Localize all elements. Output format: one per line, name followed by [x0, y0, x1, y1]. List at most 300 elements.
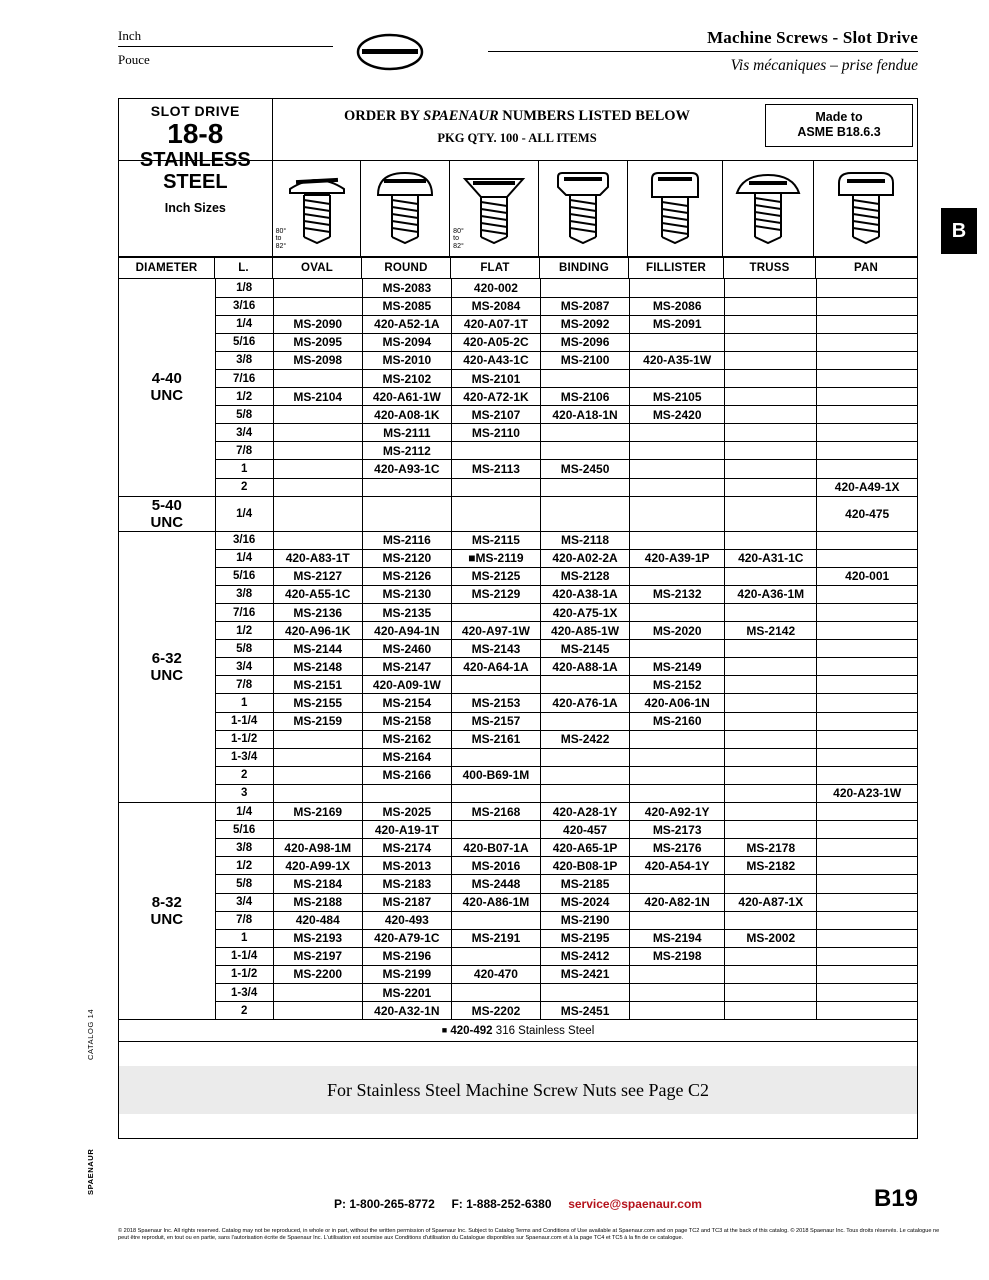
header-left — [118, 28, 348, 68]
part-number-cell — [817, 911, 917, 929]
part-number-cell[interactable]: MS-2178 — [725, 839, 817, 857]
part-number-cell — [630, 965, 725, 983]
part-number-cell[interactable]: 420-A96-1K — [273, 622, 362, 640]
part-number-cell[interactable]: MS-2151 — [273, 676, 362, 694]
part-number-cell[interactable]: MS-2153 — [451, 694, 540, 712]
part-number-cell[interactable]: MS-2135 — [362, 604, 451, 622]
part-number-cell[interactable]: MS-2160 — [630, 712, 725, 730]
length-cell: 1-3/4 — [215, 983, 273, 1001]
part-number-cell — [817, 1002, 917, 1020]
part-number-cell — [725, 983, 817, 1001]
part-number-cell[interactable]: MS-2161 — [451, 730, 540, 748]
table-row — [119, 460, 917, 478]
part-number-cell[interactable]: MS-2112 — [362, 442, 451, 460]
part-number-cell — [725, 965, 817, 983]
part-number-cell[interactable]: MS-2174 — [362, 839, 451, 857]
part-number-cell[interactable]: MS-2176 — [630, 839, 725, 857]
part-number-cell[interactable]: 420-001 — [817, 567, 917, 585]
page-header — [118, 28, 918, 90]
length-cell: 1-1/4 — [215, 947, 273, 965]
part-number-cell[interactable]: MS-2116 — [362, 531, 451, 549]
part-number-cell — [630, 604, 725, 622]
length-cell: 3/16 — [215, 297, 273, 315]
part-number-cell[interactable]: MS-2199 — [362, 965, 451, 983]
length-cell: 3/8 — [215, 351, 273, 369]
part-number-cell[interactable]: MS-2185 — [541, 875, 630, 893]
part-number-cell — [451, 442, 540, 460]
part-number-cell — [725, 676, 817, 694]
part-number-cell[interactable]: 420-A19-1T — [362, 821, 451, 839]
fax-label: F: — [451, 1197, 463, 1211]
pan-head-icon-cell — [814, 161, 917, 256]
part-number-cell — [817, 947, 917, 965]
part-number-cell[interactable]: MS-2086 — [630, 297, 725, 315]
flat-angle-note: 80° to 82° — [453, 227, 464, 250]
part-number-cell — [817, 297, 917, 315]
part-number-cell[interactable]: 420-A02-2A — [541, 549, 630, 567]
part-number-cell — [630, 567, 725, 585]
page-footer — [118, 1185, 918, 1212]
table-row — [119, 388, 917, 406]
standard-line-1: Made to — [815, 110, 863, 124]
table-row — [119, 604, 917, 622]
part-number-cell[interactable]: MS-2127 — [273, 567, 362, 585]
part-number-cell[interactable]: MS-2084 — [451, 297, 540, 315]
part-number-cell[interactable]: 420-A43-1C — [451, 351, 540, 369]
part-number-cell[interactable]: MS-2025 — [362, 803, 451, 821]
part-number-cell[interactable]: 420-A64-1A — [451, 658, 540, 676]
part-number-cell[interactable]: MS-2420 — [630, 406, 725, 424]
part-number-cell[interactable]: 420-A39-1P — [630, 549, 725, 567]
length-cell: 1-3/4 — [215, 748, 273, 766]
col-diameter: DIAMETER — [119, 258, 215, 278]
part-number-cell — [725, 424, 817, 442]
part-number-cell[interactable]: MS-2169 — [273, 803, 362, 821]
part-number-cell — [273, 478, 362, 496]
table-row — [119, 929, 917, 947]
part-number-cell[interactable]: 420-A86-1M — [451, 893, 540, 911]
part-number-cell[interactable]: 420-002 — [451, 279, 540, 297]
part-number-cell — [817, 766, 917, 784]
part-number-cell — [451, 983, 540, 1001]
part-number-cell[interactable]: 420-A05-2C — [451, 333, 540, 351]
part-number-cell[interactable]: 420-A18-1N — [541, 406, 630, 424]
part-number-cell — [817, 585, 917, 603]
part-number-cell[interactable]: 420-A98-1M — [273, 839, 362, 857]
part-number-cell — [451, 911, 540, 929]
part-number-cell[interactable]: MS-2136 — [273, 604, 362, 622]
part-number-cell[interactable]: 420-B07-1A — [451, 839, 540, 857]
part-number-cell[interactable]: MS-2197 — [273, 947, 362, 965]
part-number-cell[interactable]: MS-2120 — [362, 549, 451, 567]
part-number-cell — [817, 730, 917, 748]
part-number-cell[interactable]: MS-2149 — [630, 658, 725, 676]
part-number-cell — [817, 748, 917, 766]
part-number-cell[interactable]: MS-2144 — [273, 640, 362, 658]
part-number-cell — [817, 821, 917, 839]
part-number-cell — [725, 784, 817, 802]
round-head-icon-cell — [361, 161, 450, 256]
part-number-cell[interactable]: MS-2162 — [362, 730, 451, 748]
part-number-cell[interactable]: 420-A06-1N — [630, 694, 725, 712]
part-number-cell[interactable]: 420-A99-1X — [273, 857, 362, 875]
part-number-cell[interactable]: MS-2118 — [541, 531, 630, 549]
col-length: L. — [215, 258, 273, 278]
diameter-line-1: UNC — [150, 911, 184, 929]
part-number-cell — [630, 911, 725, 929]
slot-screw-head-icon — [350, 26, 430, 82]
table-row — [119, 911, 917, 929]
col-binding: BINDING — [540, 258, 629, 278]
part-number-cell[interactable]: MS-2125 — [451, 567, 540, 585]
part-number-cell — [725, 712, 817, 730]
part-number-cell — [817, 424, 917, 442]
part-number-cell[interactable]: MS-2087 — [541, 297, 630, 315]
part-number-cell — [817, 622, 917, 640]
part-number-cell[interactable]: MS-2100 — [541, 351, 630, 369]
cross-reference-text[interactable]: For Stainless Steel Machine Screw Nuts see Page C2 — [119, 1066, 917, 1114]
part-number-cell[interactable]: 420-A97-1W — [451, 622, 540, 640]
part-number-cell[interactable]: 420-A65-1P — [541, 839, 630, 857]
part-number-cell — [817, 442, 917, 460]
part-number-cell[interactable]: MS-2083 — [362, 279, 451, 297]
standard-line-2: ASME B18.6.3 — [797, 125, 881, 139]
part-number-cell — [630, 531, 725, 549]
length-cell: 7/8 — [215, 442, 273, 460]
part-number-cell — [630, 983, 725, 1001]
part-number-cell[interactable]: MS-2115 — [451, 531, 540, 549]
length-cell: 5/16 — [215, 821, 273, 839]
part-number-cell — [725, 406, 817, 424]
part-number-cell[interactable]: 420-470 — [451, 965, 540, 983]
part-number-cell[interactable]: MS-2166 — [362, 766, 451, 784]
part-number-cell — [273, 406, 362, 424]
part-number-cell[interactable]: MS-2157 — [451, 712, 540, 730]
footnote-marker: ■ — [441, 1025, 448, 1036]
part-number-cell[interactable]: MS-2198 — [630, 947, 725, 965]
part-number-cell[interactable]: 420-A76-1A — [541, 694, 630, 712]
part-number-cell[interactable]: 420-A72-1K — [451, 388, 540, 406]
flat-head-icon — [459, 171, 529, 245]
part-number-cell[interactable]: 420-475 — [817, 496, 917, 531]
part-number-cell[interactable]: 420-A94-1N — [362, 622, 451, 640]
part-number-cell[interactable]: 420-A07-1T — [451, 315, 540, 333]
diameter-cell — [119, 496, 215, 531]
part-number-cell[interactable]: MS-2002 — [725, 929, 817, 947]
part-number-cell[interactable]: MS-2200 — [273, 965, 362, 983]
part-number-cell[interactable]: 420-A35-1W — [630, 351, 725, 369]
part-number-cell — [362, 784, 451, 802]
part-number-cell[interactable]: MS-2164 — [362, 748, 451, 766]
part-number-cell[interactable]: MS-2148 — [273, 658, 362, 676]
part-number-cell[interactable]: MS-2098 — [273, 351, 362, 369]
phone-number[interactable]: 1-800-265-8772 — [349, 1197, 435, 1211]
part-number-cell[interactable]: MS-2154 — [362, 694, 451, 712]
part-number-cell — [541, 279, 630, 297]
title-grade: 18-8 — [167, 118, 224, 149]
part-number-cell — [817, 351, 917, 369]
part-number-cell — [630, 369, 725, 387]
part-number-cell[interactable]: MS-2010 — [362, 351, 451, 369]
part-number-cell — [817, 549, 917, 567]
part-number-cell — [725, 496, 817, 531]
part-number-cell[interactable]: MS-2173 — [630, 821, 725, 839]
part-number-cell[interactable]: 420-A52-1A — [362, 315, 451, 333]
part-number-cell[interactable]: MS-2187 — [362, 893, 451, 911]
part-number-cell — [725, 748, 817, 766]
table-row — [119, 351, 917, 369]
part-number-cell[interactable]: MS-2202 — [451, 1002, 540, 1020]
part-number-cell[interactable]: 420-A49-1X — [817, 478, 917, 496]
part-number-cell[interactable]: MS-2095 — [273, 333, 362, 351]
length-cell: 2 — [215, 1002, 273, 1020]
order-line-1 — [273, 108, 761, 125]
part-number-cell[interactable]: MS-2132 — [630, 585, 725, 603]
part-number-cell — [817, 803, 917, 821]
part-number-cell[interactable]: MS-2110 — [451, 424, 540, 442]
part-number-cell[interactable]: 420-A92-1Y — [630, 803, 725, 821]
part-number-cell[interactable]: 420-A55-1C — [273, 585, 362, 603]
length-cell: 1/2 — [215, 857, 273, 875]
part-number-cell — [725, 1002, 817, 1020]
email-link[interactable]: service@spaenaur.com — [568, 1197, 702, 1211]
part-number-cell[interactable]: MS-2104 — [273, 388, 362, 406]
part-number-cell[interactable]: MS-2450 — [541, 460, 630, 478]
contact-line — [118, 1197, 918, 1211]
part-number-cell[interactable]: MS-2105 — [630, 388, 725, 406]
part-number-cell[interactable]: MS-2152 — [630, 676, 725, 694]
part-number-cell[interactable]: MS-2155 — [273, 694, 362, 712]
part-number-cell — [273, 1002, 362, 1020]
length-cell: 2 — [215, 766, 273, 784]
product-table-frame — [118, 98, 918, 1139]
col-round: ROUND — [362, 258, 451, 278]
diameter-line-0: 8-32 — [151, 894, 182, 912]
part-number-cell[interactable]: 420-A75-1X — [541, 604, 630, 622]
table-row — [119, 478, 917, 496]
table-row — [119, 766, 917, 784]
part-number-cell[interactable]: MS-2128 — [541, 567, 630, 585]
part-number-cell[interactable]: 420-493 — [362, 911, 451, 929]
part-number-cell[interactable]: 420-A82-1N — [630, 893, 725, 911]
part-number-cell[interactable]: MS-2101 — [451, 369, 540, 387]
part-number-cell — [817, 369, 917, 387]
table-row — [119, 567, 917, 585]
part-number-cell[interactable]: 420-A36-1M — [725, 585, 817, 603]
length-cell: 3 — [215, 784, 273, 802]
part-number-cell[interactable]: 420-A28-1Y — [541, 803, 630, 821]
part-number-cell[interactable]: 420-A23-1W — [817, 784, 917, 802]
standard-box — [765, 104, 913, 147]
table-row — [119, 424, 917, 442]
section-tab-b[interactable]: B — [941, 208, 977, 254]
truss-head-icon — [733, 171, 803, 245]
part-number-cell[interactable]: 420-A79-1C — [362, 929, 451, 947]
part-number-cell[interactable]: 420-457 — [541, 821, 630, 839]
part-number-cell[interactable]: MS-2412 — [541, 947, 630, 965]
part-number-cell[interactable]: MS-2096 — [541, 333, 630, 351]
part-number-cell — [725, 803, 817, 821]
order-line-1-post: NUMBERS LISTED BELOW — [498, 108, 691, 124]
part-number-cell[interactable]: MS-2091 — [630, 315, 725, 333]
oval-head-icon — [282, 171, 352, 245]
part-number-cell — [725, 279, 817, 297]
part-number-cell — [451, 821, 540, 839]
header-title-en: Machine Screws - Slot Drive — [707, 28, 918, 47]
part-number-cell[interactable]: MS-2145 — [541, 640, 630, 658]
part-number-cell[interactable]: 420-A08-1K — [362, 406, 451, 424]
part-number-cell[interactable]: MS-2130 — [362, 585, 451, 603]
length-cell: 5/8 — [215, 875, 273, 893]
part-number-cell[interactable]: MS-2190 — [541, 911, 630, 929]
column-header-row — [119, 257, 917, 279]
part-number-cell[interactable]: MS-2106 — [541, 388, 630, 406]
part-number-cell — [630, 1002, 725, 1020]
length-cell: 7/8 — [215, 911, 273, 929]
part-number-cell — [725, 567, 817, 585]
part-number-cell[interactable]: MS-2143 — [451, 640, 540, 658]
part-number-cell[interactable]: MS-2024 — [541, 893, 630, 911]
part-number-cell — [817, 694, 917, 712]
part-number-cell — [817, 604, 917, 622]
part-number-cell[interactable]: MS-2421 — [541, 965, 630, 983]
part-number-cell[interactable]: MS-2196 — [362, 947, 451, 965]
part-number-cell — [541, 766, 630, 784]
part-number-cell[interactable]: MS-2102 — [362, 369, 451, 387]
part-number-cell[interactable]: MS-2448 — [451, 875, 540, 893]
part-number-cell[interactable]: MS-2158 — [362, 712, 451, 730]
part-number-cell[interactable]: 420-A61-1W — [362, 388, 451, 406]
part-number-cell — [541, 748, 630, 766]
part-number-cell[interactable]: MS-2013 — [362, 857, 451, 875]
part-number-cell[interactable]: MS-2126 — [362, 567, 451, 585]
part-number-cell — [630, 478, 725, 496]
part-number-cell — [725, 333, 817, 351]
part-number-cell[interactable]: MS-2129 — [451, 585, 540, 603]
footnote-text: 316 Stainless Steel — [495, 1025, 595, 1038]
length-cell: 3/8 — [215, 585, 273, 603]
legal-text: © 2018 Spaenaur Inc. All rights reserved. Catalog may not be reproduced, in whole or in part, without the written permission of Spaenaur Inc. Subject to Catalog Terms and Conditions of Use available at Spaenaur.com and on page TC2 and TC3 at the back of this catalog. © 2018 Spaenaur Inc. Tous droits réservés. Le catalogue ne peut être reproduit, en tout ou en partie, sans l'autorisation écrite de Spaenaur Inc. L'utilisation est soumise aux Conditions d'utilisation du Catalogue disponibles sur Spaenaur.com et à la page TC4 et TC5 à la fin de ce catalogue. — [118, 1228, 940, 1242]
length-cell: 3/4 — [215, 658, 273, 676]
part-number-cell — [273, 279, 362, 297]
part-number-cell[interactable]: MS-2201 — [362, 983, 451, 1001]
part-number-cell — [817, 315, 917, 333]
order-instructions — [273, 99, 761, 160]
part-number-cell[interactable]: 420-A88-1A — [541, 658, 630, 676]
part-number-cell — [273, 531, 362, 549]
part-number-cell[interactable]: 420-A54-1Y — [630, 857, 725, 875]
col-oval: OVAL — [273, 258, 362, 278]
part-number-cell[interactable]: 420-484 — [273, 911, 362, 929]
part-number-cell[interactable]: 400-B69-1M — [451, 766, 540, 784]
length-cell: 2 — [215, 478, 273, 496]
part-number-cell[interactable]: MS-2159 — [273, 712, 362, 730]
order-line-1-pre: ORDER BY — [343, 108, 424, 124]
part-number-cell — [817, 929, 917, 947]
part-number-cell — [630, 279, 725, 297]
part-number-cell — [451, 604, 540, 622]
part-number-cell[interactable]: 420-A32-1N — [362, 1002, 451, 1020]
part-number-cell — [817, 983, 917, 1001]
footnote-code: 420-492 — [450, 1025, 493, 1038]
part-number-cell[interactable]: MS-2191 — [451, 929, 540, 947]
part-number-cell[interactable]: MS-2107 — [451, 406, 540, 424]
part-number-cell[interactable]: 420-A93-1C — [362, 460, 451, 478]
part-number-cell[interactable]: MS-2422 — [541, 730, 630, 748]
part-number-cell[interactable]: MS-2183 — [362, 875, 451, 893]
part-number-cell — [630, 766, 725, 784]
table-row — [119, 694, 917, 712]
length-cell: 1/4 — [215, 496, 273, 531]
part-number-cell[interactable]: MS-2188 — [273, 893, 362, 911]
part-number-cell[interactable]: MS-2460 — [362, 640, 451, 658]
table-row — [119, 406, 917, 424]
part-number-cell[interactable]: MS-2184 — [273, 875, 362, 893]
part-number-cell — [273, 766, 362, 784]
part-number-cell — [273, 460, 362, 478]
diameter-line-0: 4-40 — [151, 370, 182, 388]
part-number-cell[interactable]: 420-B08-1P — [541, 857, 630, 875]
part-number-cell — [541, 442, 630, 460]
part-number-cell[interactable]: 420-A87-1X — [725, 893, 817, 911]
table-row — [119, 730, 917, 748]
part-number-cell[interactable]: MS-2090 — [273, 315, 362, 333]
part-number-cell[interactable]: MS-2020 — [630, 622, 725, 640]
part-number-cell[interactable]: MS-2194 — [630, 929, 725, 947]
part-number-cell[interactable]: MS-2193 — [273, 929, 362, 947]
length-cell: 1-1/4 — [215, 712, 273, 730]
part-number-cell — [725, 658, 817, 676]
part-number-cell[interactable]: MS-2147 — [362, 658, 451, 676]
catalog-side-label: CATALOG 14 — [86, 1008, 95, 1060]
length-cell: 5/16 — [215, 333, 273, 351]
part-number-cell[interactable]: MS-2142 — [725, 622, 817, 640]
part-number-cell — [725, 351, 817, 369]
part-number-cell[interactable]: MS-2092 — [541, 315, 630, 333]
part-number-cell[interactable]: MS-2451 — [541, 1002, 630, 1020]
part-number-cell — [273, 821, 362, 839]
part-number-cell[interactable]: MS-2113 — [451, 460, 540, 478]
part-number-cell[interactable]: 420-A09-1W — [362, 676, 451, 694]
part-number-cell[interactable]: 420-A31-1C — [725, 549, 817, 567]
part-number-cell[interactable]: MS-2016 — [451, 857, 540, 875]
part-number-cell[interactable]: 420-A38-1A — [541, 585, 630, 603]
part-number-cell[interactable]: MS-2111 — [362, 424, 451, 442]
part-number-cell[interactable]: ■MS-2119 — [451, 549, 540, 567]
part-number-cell — [630, 784, 725, 802]
part-number-cell[interactable]: MS-2182 — [725, 857, 817, 875]
header-inch-label: Inch — [118, 28, 142, 43]
part-number-cell[interactable]: 420-A83-1T — [273, 549, 362, 567]
part-number-cell[interactable]: 420-A85-1W — [541, 622, 630, 640]
part-number-cell[interactable]: MS-2168 — [451, 803, 540, 821]
table-row — [119, 279, 917, 297]
part-number-cell — [630, 460, 725, 478]
part-number-cell — [362, 496, 451, 531]
length-cell: 1 — [215, 929, 273, 947]
diameter-cell — [119, 803, 215, 1020]
order-line-1-brand: SPAENAUR — [423, 108, 499, 124]
part-number-cell[interactable]: MS-2094 — [362, 333, 451, 351]
product-table — [119, 279, 917, 1020]
phone-label: P: — [334, 1197, 347, 1211]
part-number-cell[interactable]: MS-2195 — [541, 929, 630, 947]
part-number-cell[interactable]: MS-2085 — [362, 297, 451, 315]
fillister-head-icon — [640, 171, 710, 245]
table-row — [119, 821, 917, 839]
part-number-cell — [451, 784, 540, 802]
binding-head-icon — [548, 171, 618, 245]
